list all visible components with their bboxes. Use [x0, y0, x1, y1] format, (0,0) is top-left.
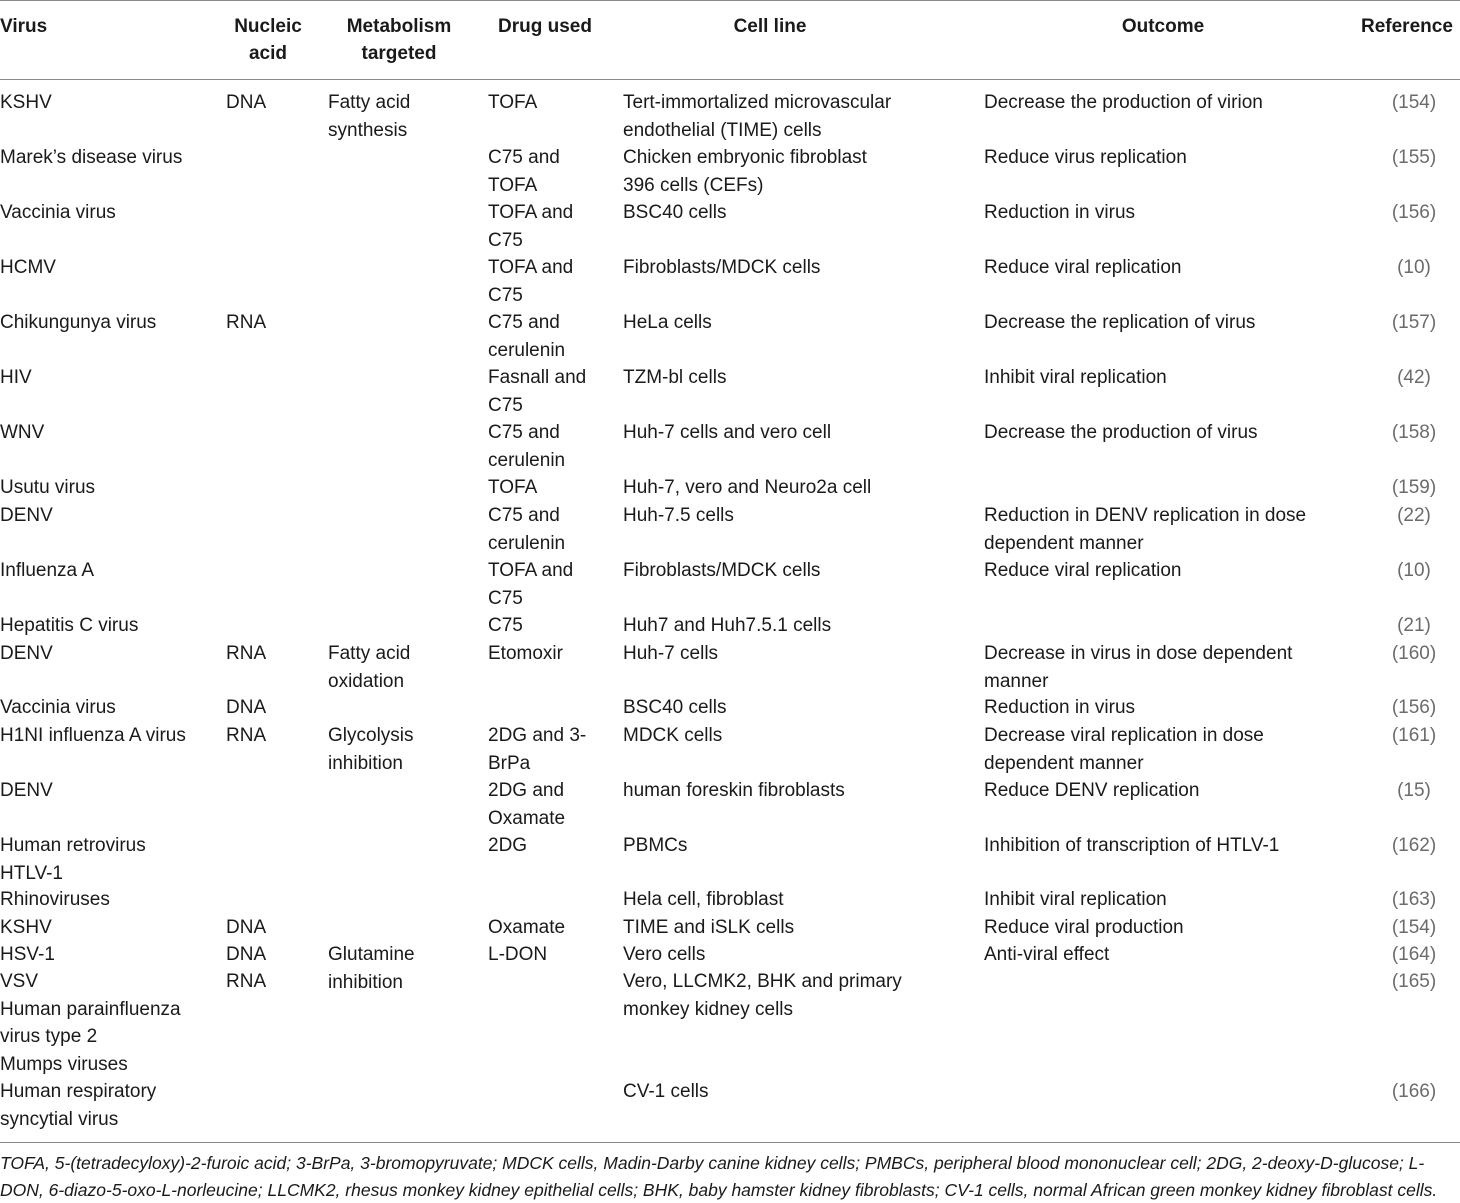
cell-metabolism: Glutamine inhibition	[328, 944, 415, 993]
cell-cell-line: Huh-7, vero and Neuro2a cell	[623, 477, 872, 498]
cell-drug: C75 and cerulenin	[488, 422, 566, 471]
cell-reference: (164)	[1391, 944, 1437, 965]
cell-reference: (161)	[1391, 725, 1437, 746]
cell-virus: Human retrovirus HTLV-1	[0, 835, 146, 884]
cell-reference: (156)	[1391, 697, 1437, 718]
cell-outcome: Reduction in virus	[984, 202, 1136, 223]
cell-nucleic-acid: DNA	[226, 92, 267, 113]
cell-drug: L-DON	[488, 944, 548, 965]
cell-drug: TOFA	[488, 92, 538, 113]
header-outcome: Outcome	[1121, 16, 1205, 37]
cell-reference: (22)	[1397, 505, 1431, 526]
cell-cell-line: BSC40 cells	[623, 202, 727, 223]
cell-metabolism: Fatty acid synthesis	[328, 92, 411, 141]
cell-virus: HCMV	[0, 257, 56, 278]
cell-cell-line: MDCK cells	[623, 725, 723, 746]
cell-reference: (166)	[1391, 1081, 1437, 1102]
cell-virus: H1NI influenza A virus	[0, 725, 186, 746]
header-rule	[0, 79, 1460, 80]
cell-outcome: Reduce virus replication	[984, 147, 1187, 168]
cell-outcome: Inhibition of transcription of HTLV-1	[984, 835, 1280, 856]
cell-reference: (158)	[1391, 422, 1437, 443]
cell-reference: (10)	[1397, 257, 1431, 278]
cell-outcome: Inhibit viral replication	[984, 889, 1167, 910]
cell-reference: (21)	[1397, 615, 1431, 636]
cell-drug: Etomoxir	[488, 643, 563, 664]
cell-outcome: Decrease the replication of virus	[984, 312, 1256, 333]
cell-virus: Usutu virus	[0, 477, 96, 498]
cell-outcome: Anti-viral effect	[984, 944, 1110, 965]
cell-nucleic-acid: DNA	[226, 917, 267, 938]
cell-nucleic-acid: RNA	[226, 725, 267, 746]
cell-drug: TOFA and C75	[488, 202, 574, 251]
cell-cell-line: human foreskin fibroblasts	[623, 780, 845, 801]
cell-virus: Marek’s disease virus	[0, 147, 183, 168]
cell-cell-line: Fibroblasts/MDCK cells	[623, 257, 821, 278]
cell-drug: TOFA	[488, 477, 538, 498]
cell-outcome: Reduce DENV replication	[984, 780, 1200, 801]
cell-drug: 2DG	[488, 835, 528, 856]
cell-nucleic-acid: RNA	[226, 312, 267, 333]
cell-virus: Vaccinia virus	[0, 202, 116, 223]
cell-outcome: Reduce viral replication	[984, 257, 1182, 278]
cell-virus: Chikungunya virus	[0, 312, 157, 333]
cell-nucleic-acid: DNA	[226, 697, 267, 718]
cell-drug: C75 and cerulenin	[488, 505, 566, 554]
cell-cell-line: Huh-7 cells and vero cell	[623, 422, 832, 443]
cell-cell-line: Fibroblasts/MDCK cells	[623, 560, 821, 581]
cell-reference: (154)	[1391, 917, 1437, 938]
cell-cell-line: HeLa cells	[623, 312, 712, 333]
cell-outcome: Decrease viral replication in dose dependent manner	[984, 725, 1264, 774]
cell-outcome: Reduce viral replication	[984, 560, 1182, 581]
cell-drug: C75	[488, 615, 523, 636]
cell-virus: Rhinoviruses	[0, 889, 110, 910]
cell-outcome: Reduce viral production	[984, 917, 1184, 938]
cell-cell-line: TZM-bl cells	[623, 367, 727, 388]
cell-cell-line: Huh-7 cells	[623, 643, 719, 664]
header-virus: Virus	[0, 16, 48, 37]
cell-cell-line: Huh-7.5 cells	[623, 505, 734, 526]
cell-reference: (157)	[1391, 312, 1437, 333]
cell-drug: Oxamate	[488, 917, 566, 938]
cell-drug: 2DG and 3- BrPa	[488, 725, 587, 774]
top-rule	[0, 0, 1460, 1]
cell-nucleic-acid: DNA	[226, 944, 267, 965]
cell-reference: (159)	[1391, 477, 1437, 498]
cell-outcome: Reduction in virus	[984, 697, 1136, 718]
cell-virus: KSHV	[0, 917, 52, 938]
cell-cell-line: TIME and iSLK cells	[623, 917, 795, 938]
cell-virus: HIV	[0, 367, 32, 388]
cell-virus: VSV Human parainfluenza virus type 2 Mumps viruses	[0, 971, 181, 1075]
cell-reference: (163)	[1391, 889, 1437, 910]
cell-cell-line: Vero, LLCMK2, BHK and primary monkey kidney cells	[623, 971, 902, 1020]
cell-reference: (154)	[1391, 92, 1437, 113]
cell-drug: Fasnall and C75	[488, 367, 587, 416]
cell-drug: C75 and TOFA	[488, 147, 560, 196]
cell-outcome: Decrease in virus in dose dependent manner	[984, 643, 1293, 692]
cell-drug: TOFA and C75	[488, 560, 574, 609]
header-drug-used: Drug used	[498, 16, 592, 37]
cell-reference: (160)	[1391, 643, 1437, 664]
cell-virus: WNV	[0, 422, 45, 443]
cell-reference: (156)	[1391, 202, 1437, 223]
cell-drug: 2DG and Oxamate	[488, 780, 566, 829]
cell-outcome: Inhibit viral replication	[984, 367, 1167, 388]
cell-cell-line: Huh7 and Huh7.5.1 cells	[623, 615, 832, 636]
cell-virus: HSV-1	[0, 944, 55, 965]
cell-cell-line: PBMCs	[623, 835, 688, 856]
cell-metabolism: Glycolysis inhibition	[328, 725, 414, 774]
cell-virus: DENV	[0, 505, 53, 526]
cell-outcome: Reduction in DENV replication in dose dependent manner	[984, 505, 1307, 554]
cell-virus: DENV	[0, 643, 53, 664]
cell-virus: Influenza A	[0, 560, 95, 581]
cell-nucleic-acid: RNA	[226, 971, 267, 992]
cell-virus: KSHV	[0, 92, 52, 113]
cell-drug: TOFA and C75	[488, 257, 574, 306]
bottom-rule	[0, 1142, 1460, 1143]
cell-cell-line: Chicken embryonic fibroblast 396 cells (CEFs)	[623, 147, 867, 196]
cell-virus: Human respiratory syncytial virus	[0, 1081, 157, 1130]
cell-drug: C75 and cerulenin	[488, 312, 566, 361]
cell-cell-line: CV-1 cells	[623, 1081, 709, 1102]
cell-reference: (162)	[1391, 835, 1437, 856]
cell-cell-line: Hela cell, fibroblast	[623, 889, 784, 910]
cell-reference: (42)	[1397, 367, 1431, 388]
cell-nucleic-acid: RNA	[226, 643, 267, 664]
cell-reference: (165)	[1391, 971, 1437, 992]
cell-virus: DENV	[0, 780, 53, 801]
cell-reference: (15)	[1397, 780, 1431, 801]
header-cell-line: Cell line	[733, 16, 807, 37]
cell-outcome: Decrease the production of virion	[984, 92, 1263, 113]
cell-metabolism: Fatty acid oxidation	[328, 643, 411, 692]
cell-virus: Vaccinia virus	[0, 697, 116, 718]
cell-cell-line: Tert-immortalized microvascular endothelial (TIME) cells	[623, 92, 892, 141]
header-metabolism-targeted: Metabolism targeted	[346, 16, 452, 64]
cell-cell-line: BSC40 cells	[623, 697, 727, 718]
header-nucleic-acid: Nucleic acid	[234, 16, 302, 64]
cell-outcome: Decrease the production of virus	[984, 422, 1258, 443]
table-footnote: TOFA, 5-(tetradecyloxy)-2-furoic acid; 3-BrPa, 3-bromopyruvate; MDCK cells, Madin-Darby canine kidney cells; PMBCs, peripheral blood mononuclear cell; 2DG, 2-deoxy-D-glucose; L-DON, 6-diazo-5-oxo-L-norleucine; LLCMK2, rhesus monkey kidney epithelial cells; BHK, baby hamster kidney fibroblasts; CV-1 cells, normal African green monkey kidney fibroblast cells.	[0, 1153, 1438, 1200]
cell-reference: (10)	[1397, 560, 1431, 581]
cell-cell-line: Vero cells	[623, 944, 706, 965]
header-reference: Reference	[1361, 16, 1453, 37]
cell-reference: (155)	[1391, 147, 1437, 168]
cell-virus: Hepatitis C virus	[0, 615, 139, 636]
